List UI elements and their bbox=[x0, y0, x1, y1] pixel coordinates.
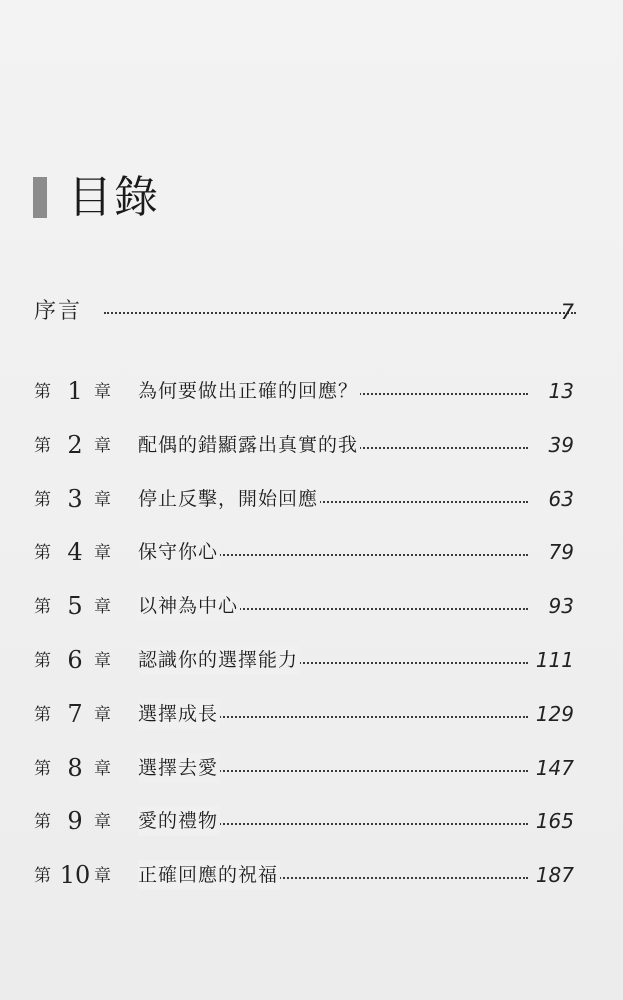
chapter-prefix: 第 bbox=[34, 597, 51, 618]
chapter-number: 1 bbox=[67, 377, 83, 405]
chapter-prefix: 第 bbox=[34, 489, 51, 510]
preface-label: 序言 bbox=[34, 299, 83, 324]
chapter-title: 認識你的選擇能力 bbox=[138, 645, 300, 675]
chapter-title: 正確回應的祝福 bbox=[138, 860, 280, 890]
chapter-page-number: 63 bbox=[548, 486, 574, 511]
chapter-title: 愛的禮物 bbox=[138, 806, 220, 836]
chapter-prefix: 第 bbox=[34, 812, 51, 833]
chapter-number: 6 bbox=[67, 645, 83, 674]
chapter-page-number: 165 bbox=[535, 809, 574, 834]
toc-entry-chapter-3[interactable] bbox=[34, 482, 574, 536]
table-of-contents bbox=[34, 374, 574, 912]
chapter-title: 選擇成長 bbox=[138, 699, 220, 729]
chapter-number: 9 bbox=[67, 807, 83, 836]
chapter-page-number: 147 bbox=[535, 755, 574, 780]
chapter-suffix: 章 bbox=[94, 758, 111, 779]
chapter-number: 3 bbox=[67, 484, 83, 513]
chapter-suffix: 章 bbox=[94, 704, 111, 725]
chapter-title: 以神為中心 bbox=[138, 591, 240, 621]
chapter-number: 8 bbox=[67, 753, 83, 782]
chapter-prefix: 第 bbox=[34, 704, 51, 725]
page-title: 目錄 bbox=[68, 172, 160, 223]
preface-page-number: 7 bbox=[560, 300, 574, 324]
toc-entry-chapter-2[interactable] bbox=[34, 428, 574, 482]
toc-entry-chapter-6[interactable] bbox=[34, 643, 574, 697]
toc-entry-chapter-4[interactable] bbox=[34, 535, 574, 589]
chapter-suffix: 章 bbox=[94, 382, 111, 402]
chapter-suffix: 章 bbox=[94, 543, 111, 564]
chapter-title: 停止反擊，開始回應 bbox=[138, 484, 320, 514]
chapter-page-number: 111 bbox=[535, 647, 574, 672]
chapter-title: 選擇去愛 bbox=[138, 753, 220, 783]
dot-leader bbox=[104, 312, 576, 314]
toc-entry-chapter-8[interactable] bbox=[34, 751, 574, 805]
chapter-page-number: 187 bbox=[535, 863, 574, 888]
toc-entry-chapter-9[interactable] bbox=[34, 804, 574, 858]
chapter-suffix: 章 bbox=[94, 650, 111, 671]
chapter-prefix: 第 bbox=[34, 866, 51, 887]
chapter-prefix: 第 bbox=[34, 650, 51, 671]
chapter-prefix: 第 bbox=[34, 758, 51, 779]
chapter-number: 4 bbox=[67, 538, 83, 567]
chapter-number: 7 bbox=[67, 699, 83, 728]
chapter-suffix: 章 bbox=[94, 812, 111, 833]
toc-entry-chapter-10[interactable] bbox=[34, 858, 574, 912]
chapter-suffix: 章 bbox=[94, 435, 111, 456]
chapter-prefix: 第 bbox=[34, 382, 51, 402]
chapter-number: 2 bbox=[67, 430, 83, 459]
chapter-number: 5 bbox=[67, 592, 83, 621]
toc-entry-chapter-5[interactable] bbox=[34, 589, 574, 643]
chapter-suffix: 章 bbox=[94, 866, 111, 887]
chapter-prefix: 第 bbox=[34, 543, 51, 564]
chapter-number: 10 bbox=[59, 861, 91, 890]
chapter-page-number: 39 bbox=[548, 432, 574, 457]
chapter-page-number: 129 bbox=[535, 701, 574, 726]
chapter-page-number: 93 bbox=[548, 594, 574, 619]
chapter-title: 保守你心 bbox=[138, 537, 220, 567]
chapter-page-number: 79 bbox=[548, 540, 574, 565]
toc-entry-chapter-7[interactable] bbox=[34, 697, 574, 751]
chapter-title: 配偶的錯顯露出真實的我 bbox=[138, 430, 360, 460]
title-accent-bar bbox=[33, 177, 47, 218]
toc-entry-preface[interactable] bbox=[34, 296, 574, 328]
chapter-suffix: 章 bbox=[94, 597, 111, 618]
toc-entry-chapter-1[interactable] bbox=[34, 374, 574, 428]
chapter-suffix: 章 bbox=[94, 489, 111, 510]
chapter-title: 為何要做出正確的回應？ bbox=[138, 376, 360, 406]
chapter-prefix: 第 bbox=[34, 435, 51, 456]
chapter-page-number: 13 bbox=[548, 379, 574, 403]
